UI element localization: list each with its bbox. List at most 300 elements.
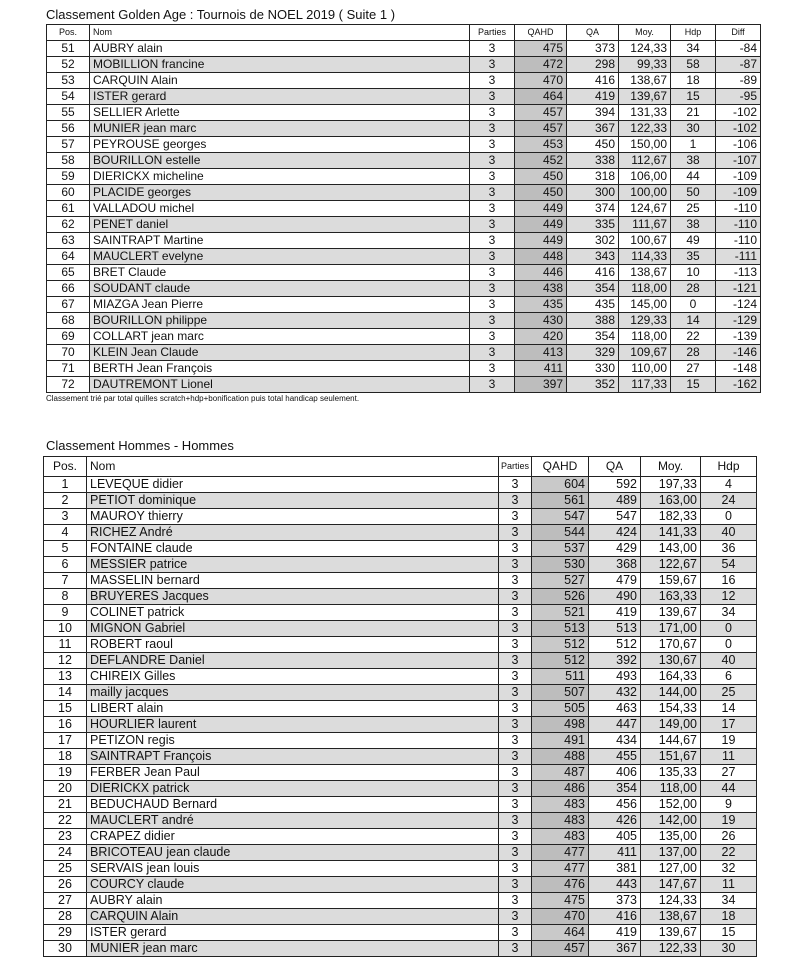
table-row: [44, 573, 757, 589]
table-row: [44, 733, 757, 749]
cell-nom: MAUROY thierry: [87, 509, 499, 525]
cell-hdp: 21: [671, 105, 716, 121]
cell-parties: 3: [499, 797, 532, 813]
table-row: [47, 57, 761, 73]
header-qa: QA: [567, 25, 619, 41]
cell-parties: 3: [499, 701, 532, 717]
cell-hdp: 0: [701, 509, 757, 525]
cell-parties: 3: [470, 137, 515, 153]
cell-qa: 592: [589, 477, 641, 493]
cell-nom: MOBILLION francine: [90, 57, 470, 73]
cell-qa: 354: [567, 281, 619, 297]
cell-nom: CARQUIN Alain: [87, 909, 499, 925]
cell-pos: 18: [44, 749, 87, 765]
cell-hdp: 25: [701, 685, 757, 701]
cell-moy: 137,00: [641, 845, 701, 861]
cell-parties: 3: [470, 105, 515, 121]
cell-pos: 12: [44, 653, 87, 669]
table-row: [44, 605, 757, 621]
cell-hdp: 44: [671, 169, 716, 185]
cell-qa: 352: [567, 377, 619, 393]
cell-pos: 16: [44, 717, 87, 733]
cell-diff: -139: [716, 329, 761, 345]
cell-hdp: 10: [671, 265, 716, 281]
table-row: [44, 685, 757, 701]
table-row: [44, 717, 757, 733]
table-row: [44, 477, 757, 493]
cell-hdp: 18: [671, 73, 716, 89]
cell-qahd: 430: [515, 313, 567, 329]
cell-qahd: 411: [515, 361, 567, 377]
cell-qa: 367: [589, 941, 641, 957]
cell-qa: 394: [567, 105, 619, 121]
cell-qa: 419: [589, 605, 641, 621]
cell-pos: 6: [44, 557, 87, 573]
cell-qahd: 446: [515, 265, 567, 281]
cell-nom: MUNIER jean marc: [87, 941, 499, 957]
cell-parties: 3: [499, 493, 532, 509]
cell-pos: 4: [44, 525, 87, 541]
cell-qa: 512: [589, 637, 641, 653]
cell-qahd: 448: [515, 249, 567, 265]
table-row: [47, 377, 761, 393]
cell-qa: 479: [589, 573, 641, 589]
cell-moy: 100,67: [619, 233, 671, 249]
cell-parties: 3: [499, 717, 532, 733]
cell-hdp: 18: [701, 909, 757, 925]
cell-qahd: 420: [515, 329, 567, 345]
cell-qahd: 513: [532, 621, 589, 637]
cell-moy: 159,67: [641, 573, 701, 589]
cell-qahd: 457: [532, 941, 589, 957]
cell-parties: 3: [499, 621, 532, 637]
cell-parties: 3: [470, 377, 515, 393]
table-header-row: [47, 25, 761, 41]
cell-qa: 456: [589, 797, 641, 813]
cell-nom: AUBRY alain: [90, 41, 470, 57]
cell-nom: FONTAINE claude: [87, 541, 499, 557]
table-row: [44, 829, 757, 845]
table-row: [47, 313, 761, 329]
table-row: [44, 669, 757, 685]
cell-diff: -121: [716, 281, 761, 297]
cell-diff: -110: [716, 201, 761, 217]
cell-parties: 3: [499, 893, 532, 909]
cell-qahd: 547: [532, 509, 589, 525]
cell-pos: 69: [47, 329, 90, 345]
cell-qahd: 435: [515, 297, 567, 313]
cell-qa: 354: [589, 781, 641, 797]
table-row: [44, 925, 757, 941]
table-row: [44, 525, 757, 541]
header-parties: Parties: [470, 25, 515, 41]
cell-moy: 135,00: [641, 829, 701, 845]
cell-moy: 141,33: [641, 525, 701, 541]
cell-parties: 3: [499, 781, 532, 797]
cell-hdp: 14: [671, 313, 716, 329]
cell-qahd: 450: [515, 185, 567, 201]
cell-moy: 124,67: [619, 201, 671, 217]
cell-pos: 67: [47, 297, 90, 313]
header-hdp: Hdp: [701, 457, 757, 477]
cell-hdp: 35: [671, 249, 716, 265]
cell-qa: 405: [589, 829, 641, 845]
table-row: [44, 893, 757, 909]
cell-qa: 416: [589, 909, 641, 925]
cell-qa: 354: [567, 329, 619, 345]
table-row: [47, 89, 761, 105]
cell-qahd: 476: [532, 877, 589, 893]
cell-hdp: 11: [701, 877, 757, 893]
cell-pos: 2: [44, 493, 87, 509]
cell-pos: 20: [44, 781, 87, 797]
cell-qa: 373: [567, 41, 619, 57]
table-header-row: [44, 457, 757, 477]
cell-nom: PLACIDE georges: [90, 185, 470, 201]
cell-hdp: 40: [701, 525, 757, 541]
cell-parties: 3: [499, 685, 532, 701]
header-qahd: QAHD: [515, 25, 567, 41]
cell-parties: 3: [499, 573, 532, 589]
cell-parties: 3: [499, 605, 532, 621]
table-row: [47, 297, 761, 313]
cell-qahd: 397: [515, 377, 567, 393]
cell-qahd: 561: [532, 493, 589, 509]
cell-qa: 489: [589, 493, 641, 509]
header-pos: Pos.: [47, 25, 90, 41]
cell-pos: 57: [47, 137, 90, 153]
cell-nom: SAINTRAPT Martine: [90, 233, 470, 249]
table-row: [44, 877, 757, 893]
cell-hdp: 44: [701, 781, 757, 797]
cell-moy: 182,33: [641, 509, 701, 525]
cell-pos: 72: [47, 377, 90, 393]
hommes-table: [43, 456, 757, 957]
cell-moy: 197,33: [641, 477, 701, 493]
cell-pos: 56: [47, 121, 90, 137]
table-row: [44, 941, 757, 957]
cell-moy: 138,67: [619, 265, 671, 281]
cell-pos: 54: [47, 89, 90, 105]
cell-qahd: 449: [515, 217, 567, 233]
cell-nom: VALLADOU michel: [90, 201, 470, 217]
cell-moy: 130,67: [641, 653, 701, 669]
cell-nom: BRICOTEAU jean claude: [87, 845, 499, 861]
cell-hdp: 15: [671, 89, 716, 105]
cell-nom: LIBERT alain: [87, 701, 499, 717]
cell-moy: 109,67: [619, 345, 671, 361]
cell-qahd: 507: [532, 685, 589, 701]
cell-nom: PEYROUSE georges: [90, 137, 470, 153]
cell-qa: 416: [567, 265, 619, 281]
cell-moy: 170,67: [641, 637, 701, 653]
cell-nom: SOUDANT claude: [90, 281, 470, 297]
cell-parties: 3: [499, 941, 532, 957]
cell-nom: COLLART jean marc: [90, 329, 470, 345]
cell-hdp: 24: [701, 493, 757, 509]
cell-parties: 3: [499, 829, 532, 845]
cell-nom: BOURILLON philippe: [90, 313, 470, 329]
cell-hdp: 40: [701, 653, 757, 669]
cell-moy: 149,00: [641, 717, 701, 733]
cell-nom: FERBER Jean Paul: [87, 765, 499, 781]
cell-parties: 3: [499, 477, 532, 493]
cell-qa: 432: [589, 685, 641, 701]
cell-qahd: 512: [532, 653, 589, 669]
cell-pos: 65: [47, 265, 90, 281]
cell-moy: 112,67: [619, 153, 671, 169]
header-parties: Parties: [499, 457, 532, 477]
cell-diff: -146: [716, 345, 761, 361]
cell-nom: MAUCLERT andré: [87, 813, 499, 829]
cell-nom: BERTH Jean François: [90, 361, 470, 377]
table-row: [47, 361, 761, 377]
cell-nom: RICHEZ André: [87, 525, 499, 541]
header-hdp: Hdp: [671, 25, 716, 41]
table-row: [47, 105, 761, 121]
cell-moy: 163,00: [641, 493, 701, 509]
cell-pos: 17: [44, 733, 87, 749]
cell-qahd: 487: [532, 765, 589, 781]
cell-hdp: 36: [701, 541, 757, 557]
table-row: [44, 781, 757, 797]
cell-diff: -129: [716, 313, 761, 329]
cell-qa: 455: [589, 749, 641, 765]
table-row: [44, 909, 757, 925]
cell-pos: 51: [47, 41, 90, 57]
cell-nom: HOURLIER laurent: [87, 717, 499, 733]
header-nom: Nom: [90, 25, 470, 41]
cell-qahd: 453: [515, 137, 567, 153]
cell-parties: 3: [499, 509, 532, 525]
cell-nom: COURCY claude: [87, 877, 499, 893]
cell-moy: 139,67: [619, 89, 671, 105]
cell-nom: MIGNON Gabriel: [87, 621, 499, 637]
cell-moy: 117,33: [619, 377, 671, 393]
cell-diff: -106: [716, 137, 761, 153]
cell-hdp: 30: [671, 121, 716, 137]
cell-nom: PETIZON regis: [87, 733, 499, 749]
cell-qahd: 537: [532, 541, 589, 557]
cell-moy: 164,33: [641, 669, 701, 685]
cell-diff: -162: [716, 377, 761, 393]
cell-pos: 27: [44, 893, 87, 909]
cell-nom: CHIREIX Gilles: [87, 669, 499, 685]
cell-moy: 114,33: [619, 249, 671, 265]
cell-hdp: 26: [701, 829, 757, 845]
cell-moy: 139,67: [641, 605, 701, 621]
table-row: [47, 185, 761, 201]
cell-moy: 127,00: [641, 861, 701, 877]
cell-qa: 392: [589, 653, 641, 669]
cell-moy: 111,67: [619, 217, 671, 233]
cell-qahd: 477: [532, 861, 589, 877]
cell-hdp: 30: [701, 941, 757, 957]
cell-parties: 3: [470, 153, 515, 169]
cell-diff: -87: [716, 57, 761, 73]
table-row: [44, 509, 757, 525]
cell-parties: 3: [470, 233, 515, 249]
ranking-note: Classement trié par total quilles scratch+hdp+bonification puis total handicap seulement.: [46, 394, 360, 403]
cell-qahd: 491: [532, 733, 589, 749]
cell-qahd: 472: [515, 57, 567, 73]
cell-parties: 3: [499, 925, 532, 941]
cell-moy: 129,33: [619, 313, 671, 329]
cell-qa: 419: [567, 89, 619, 105]
cell-qa: 429: [589, 541, 641, 557]
cell-parties: 3: [499, 637, 532, 653]
cell-pos: 28: [44, 909, 87, 925]
cell-qa: 435: [567, 297, 619, 313]
cell-qa: 426: [589, 813, 641, 829]
cell-parties: 3: [470, 57, 515, 73]
cell-hdp: 0: [701, 637, 757, 653]
table-row: [44, 813, 757, 829]
cell-pos: 68: [47, 313, 90, 329]
table-row: [47, 217, 761, 233]
cell-diff: -84: [716, 41, 761, 57]
cell-nom: KLEIN Jean Claude: [90, 345, 470, 361]
table-row: [47, 249, 761, 265]
cell-qahd: 511: [532, 669, 589, 685]
golden-age-table: [46, 24, 761, 393]
cell-pos: 64: [47, 249, 90, 265]
cell-moy: 124,33: [641, 893, 701, 909]
cell-qahd: 483: [532, 797, 589, 813]
cell-qa: 406: [589, 765, 641, 781]
cell-diff: -113: [716, 265, 761, 281]
cell-nom: BEDUCHAUD Bernard: [87, 797, 499, 813]
cell-moy: 124,33: [619, 41, 671, 57]
table-row: [44, 589, 757, 605]
cell-nom: CARQUIN Alain: [90, 73, 470, 89]
cell-parties: 3: [499, 909, 532, 925]
cell-moy: 122,33: [641, 941, 701, 957]
cell-pos: 63: [47, 233, 90, 249]
cell-hdp: 28: [671, 345, 716, 361]
cell-parties: 3: [470, 217, 515, 233]
cell-moy: 118,00: [619, 281, 671, 297]
cell-parties: 3: [470, 185, 515, 201]
cell-pos: 71: [47, 361, 90, 377]
cell-moy: 118,00: [641, 781, 701, 797]
cell-nom: ROBERT raoul: [87, 637, 499, 653]
cell-qahd: 457: [515, 105, 567, 121]
cell-hdp: 54: [701, 557, 757, 573]
cell-qa: 318: [567, 169, 619, 185]
table-row: [44, 749, 757, 765]
cell-qahd: 449: [515, 201, 567, 217]
cell-pos: 66: [47, 281, 90, 297]
cell-qa: 490: [589, 589, 641, 605]
cell-pos: 59: [47, 169, 90, 185]
cell-parties: 3: [470, 281, 515, 297]
cell-diff: -89: [716, 73, 761, 89]
cell-pos: 10: [44, 621, 87, 637]
cell-pos: 26: [44, 877, 87, 893]
hommes-title: Classement Hommes - Hommes: [46, 438, 234, 453]
cell-moy: 122,33: [619, 121, 671, 137]
cell-parties: 3: [499, 589, 532, 605]
cell-nom: PENET daniel: [90, 217, 470, 233]
cell-nom: SAINTRAPT François: [87, 749, 499, 765]
cell-qahd: 477: [532, 845, 589, 861]
cell-qa: 374: [567, 201, 619, 217]
cell-qa: 547: [589, 509, 641, 525]
cell-pos: 29: [44, 925, 87, 941]
cell-moy: 131,33: [619, 105, 671, 121]
cell-nom: MAUCLERT evelyne: [90, 249, 470, 265]
header-diff: Diff: [716, 25, 761, 41]
cell-nom: MUNIER jean marc: [90, 121, 470, 137]
cell-hdp: 27: [671, 361, 716, 377]
cell-hdp: 28: [671, 281, 716, 297]
cell-qahd: 530: [532, 557, 589, 573]
table-row: [47, 121, 761, 137]
table-row: [44, 701, 757, 717]
cell-qahd: 452: [515, 153, 567, 169]
header-qahd: QAHD: [532, 457, 589, 477]
cell-hdp: 15: [671, 377, 716, 393]
cell-hdp: 34: [671, 41, 716, 57]
cell-qahd: 498: [532, 717, 589, 733]
cell-hdp: 25: [671, 201, 716, 217]
cell-qa: 424: [589, 525, 641, 541]
table-row: [47, 265, 761, 281]
header-pos: Pos.: [44, 457, 87, 477]
cell-diff: -110: [716, 233, 761, 249]
cell-parties: 3: [470, 249, 515, 265]
cell-hdp: 17: [701, 717, 757, 733]
cell-parties: 3: [499, 669, 532, 685]
cell-hdp: 16: [701, 573, 757, 589]
cell-pos: 21: [44, 797, 87, 813]
cell-pos: 58: [47, 153, 90, 169]
cell-hdp: 38: [671, 153, 716, 169]
cell-hdp: 12: [701, 589, 757, 605]
cell-qa: 381: [589, 861, 641, 877]
cell-pos: 62: [47, 217, 90, 233]
cell-qahd: 413: [515, 345, 567, 361]
cell-parties: 3: [499, 525, 532, 541]
cell-qa: 330: [567, 361, 619, 377]
table-row: [47, 41, 761, 57]
cell-hdp: 6: [701, 669, 757, 685]
cell-hdp: 0: [701, 621, 757, 637]
cell-moy: 100,00: [619, 185, 671, 201]
cell-pos: 11: [44, 637, 87, 653]
cell-nom: MIAZGA Jean Pierre: [90, 297, 470, 313]
table-row: [47, 73, 761, 89]
cell-nom: DIERICKX micheline: [90, 169, 470, 185]
table-row: [44, 861, 757, 877]
cell-qahd: 457: [515, 121, 567, 137]
table-row: [44, 557, 757, 573]
cell-hdp: 38: [671, 217, 716, 233]
cell-pos: 1: [44, 477, 87, 493]
cell-parties: 3: [470, 121, 515, 137]
cell-qa: 447: [589, 717, 641, 733]
cell-pos: 3: [44, 509, 87, 525]
cell-moy: 171,00: [641, 621, 701, 637]
cell-moy: 154,33: [641, 701, 701, 717]
cell-qa: 335: [567, 217, 619, 233]
cell-moy: 118,00: [619, 329, 671, 345]
cell-pos: 5: [44, 541, 87, 557]
cell-qahd: 512: [532, 637, 589, 653]
cell-parties: 3: [470, 73, 515, 89]
cell-qa: 513: [589, 621, 641, 637]
